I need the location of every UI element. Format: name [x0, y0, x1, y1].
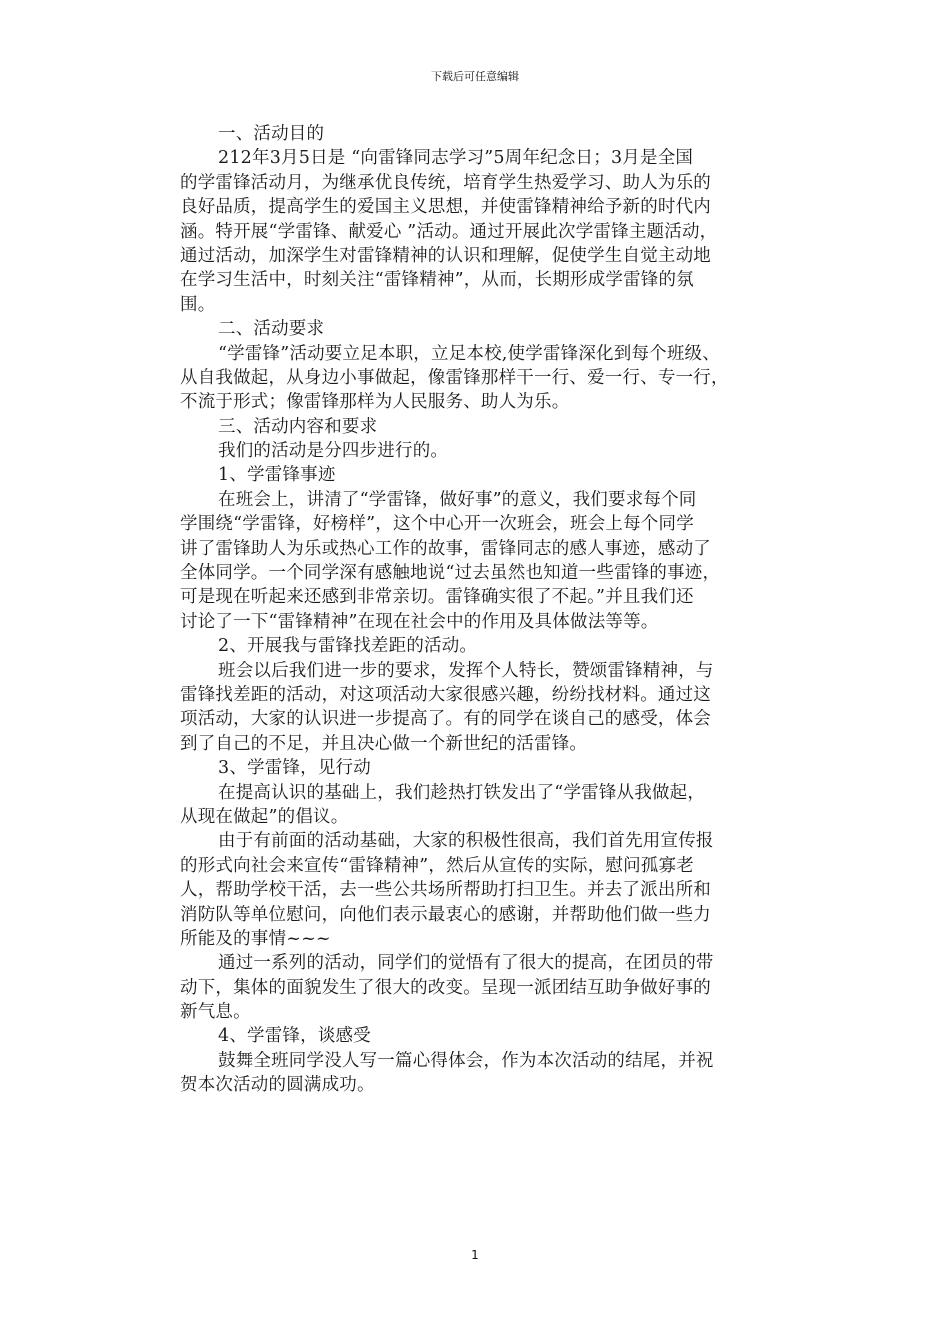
text-line: 涵。特开展“学雷锋、献爱心 ”活动。通过开展此次学雷锋主题活动， — [180, 221, 718, 242]
text-line: 鼓舞全班同学没人写一篇心得体会，作为本次活动的结尾，并祝 — [218, 1050, 714, 1071]
text-line: 所能及的事情~~~ — [180, 928, 331, 949]
text-line: 贺本次活动的圆满成功。 — [180, 1075, 375, 1096]
text-line: 4、学雷锋，谈感受 — [218, 1026, 371, 1047]
text-line: 从自我做起，从身边小事做起，像雷锋那样干一行、爱一行、专一行， — [180, 367, 729, 388]
text-line: 动下，集体的面貌发生了很大的改变。呈现一派团结互助争做好事的 — [180, 977, 711, 998]
page-header: 下载后可任意编辑 — [431, 70, 519, 83]
text-line: 讲了雷锋助人为乐或热心工作的故事，雷锋同志的感人事迹，感动了 — [180, 538, 711, 559]
text-line: “学雷锋”活动要立足本职，立足本校,使学雷锋深化到每个班级、 — [218, 343, 720, 364]
text-line: 一、活动目的 — [218, 124, 325, 144]
text-line: 的学雷锋活动月，为继承优良传统，培育学生热爱学习、助人为乐的 — [180, 172, 711, 193]
text-line: 人，帮助学校干活，去一些公共场所帮助打扫卫生。并去了派出所和 — [180, 880, 711, 901]
text-line: 2、开展我与雷锋找差距的活动。 — [218, 636, 478, 657]
text-line: 新气息。 — [180, 1002, 251, 1023]
text-line: 可是现在听起来还感到非常亲切。雷锋确实很了不起。”并且我们还 — [180, 587, 694, 608]
text-line: 在学习生活中，时刻关注“雷锋精神”，从而，长期形成学雷锋的氛 — [180, 270, 694, 291]
text-line: 3、学雷锋，见行动 — [218, 758, 371, 779]
text-line: 通过活动，加深学生对雷锋精神的认识和理解，促使学生自觉主动地 — [180, 245, 711, 266]
text-line: 项活动，大家的认识进一步提高了。有的同学在谈自己的感受，体会 — [180, 709, 711, 730]
text-line: 我们的活动是分四步进行的。 — [218, 441, 449, 462]
text-line: 班会以后我们进一步的要求，发挥个人特长，赞颂雷锋精神，与 — [218, 660, 714, 681]
text-line: 二、活动要求 — [218, 319, 325, 340]
text-line: 良好品质，提高学生的爱国主义思想，并使雷锋精神给予新的时代内 — [180, 197, 711, 218]
text-line: 雷锋找差距的活动，对这项活动大家很感兴趣，纷纷找材料。通过这 — [180, 684, 711, 705]
text-line: 讨论了一下“雷锋精神”在现在社会中的作用及具体做法等等。 — [180, 611, 659, 632]
text-line: 学围绕“学雷锋，好榜样”，这个中心开一次班会，班会上每个同学 — [180, 514, 694, 535]
text-line: 围。 — [180, 294, 216, 315]
text-line: 全体同学。一个同学深有感触地说“过去虽然也知道一些雷锋的事迹， — [180, 563, 721, 584]
text-line: 在提高认识的基础上，我们趁热打铁发出了“学雷锋从我做起， — [218, 782, 706, 803]
text-line: 的形式向社会来宣传“雷锋精神”，然后从宣传的实际，慰问孤寡老 — [180, 855, 694, 876]
text-line: 由于有前面的活动基础，大家的积极性很高，我们首先用宣传报 — [218, 831, 714, 852]
page-number: 1 — [471, 1248, 479, 1262]
document-body — [180, 122, 780, 1098]
text-line: 三、活动内容和要求 — [218, 416, 378, 437]
text-line: 从现在做起”的倡议。 — [180, 806, 349, 827]
text-line: 通过一系列的活动，同学们的觉悟有了很大的提高，在团员的带 — [218, 953, 714, 974]
text-line: 在班会上，讲清了“学雷锋，做好事”的意义，我们要求每个同 — [218, 489, 697, 510]
text-line: 不流于形式；像雷锋那样为人民服务、助人为乐。 — [180, 392, 570, 413]
text-line: 212年3月5日是 “向雷锋同志学习”5周年纪念日；3月是全国 — [218, 148, 694, 169]
text-line: 到了自己的不足，并且决心做一个新世纪的活雷锋。 — [180, 733, 588, 754]
text-line: 1、学雷锋事迹 — [218, 465, 336, 486]
text-line: 消防队等单位慰问，向他们表示最衷心的感谢，并帮助他们做一些力 — [180, 904, 711, 925]
